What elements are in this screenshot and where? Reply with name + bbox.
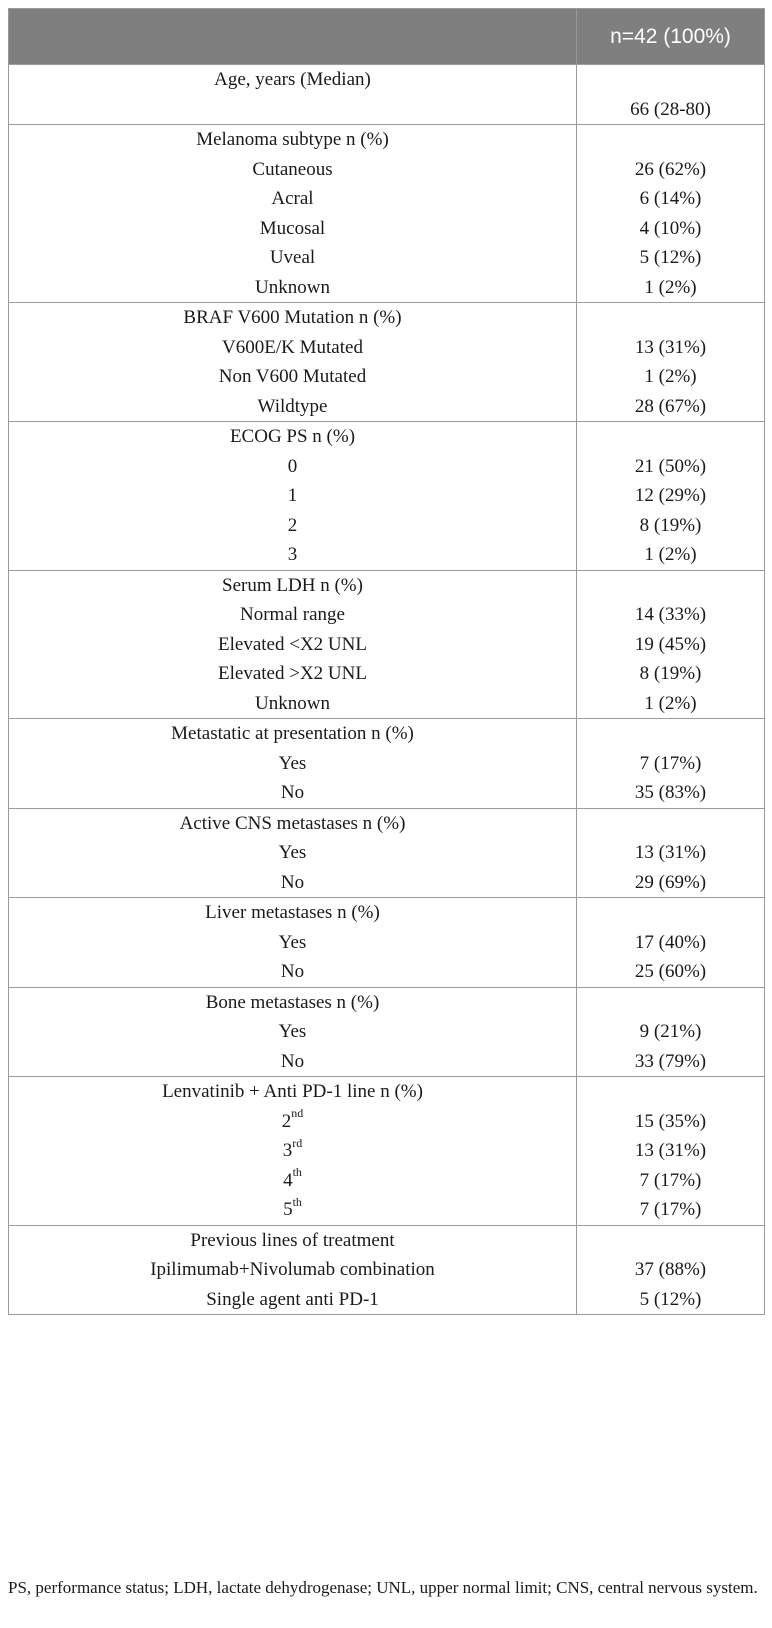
section-title: Lenvatinib + Anti PD-1 line n (%) (162, 1081, 423, 1102)
row-value: 1 (2%) (644, 276, 697, 298)
table-row (9, 65, 765, 125)
row-value: 21 (50%) (634, 455, 707, 477)
row-label-text: 3 (282, 1140, 293, 1161)
value-cell (577, 1077, 765, 1226)
row-label (9, 778, 576, 808)
value-cell (577, 65, 765, 125)
table-row (9, 898, 765, 988)
row-label-text: Normal range (240, 604, 345, 625)
table-row (9, 570, 765, 719)
row-label-text: No (280, 1050, 305, 1072)
value-cell (577, 719, 765, 809)
section-title: BRAF V600 Mutation n (%) (183, 307, 402, 328)
row-value: 5 (12%) (639, 1288, 702, 1310)
label-cell (9, 1077, 577, 1226)
value-spacer (577, 719, 764, 749)
row-value: 25 (60%) (634, 961, 707, 982)
row-label (9, 689, 576, 719)
label-cell (9, 987, 577, 1077)
section-title: Metastatic at presentation n (%) (171, 723, 414, 744)
section-title: Age, years (Median) (214, 69, 371, 90)
value-spacer (577, 422, 764, 452)
table-row (9, 987, 765, 1077)
row-label (9, 928, 576, 958)
row-label-text: V600E/K Mutated (222, 336, 363, 358)
row-label-text: Non V600 Mutated (218, 366, 367, 387)
row-value: 6 (14%) (639, 188, 702, 209)
row-value: 13 (31%) (634, 842, 707, 863)
value-cell (577, 125, 765, 303)
row-label-text: Single agent anti PD-1 (206, 1288, 379, 1310)
row-label-text: 2 (281, 1110, 292, 1132)
row-label (9, 333, 576, 363)
row-value: 1 (2%) (644, 544, 697, 565)
section-title: Previous lines of treatment (190, 1229, 395, 1251)
row-label (9, 957, 576, 987)
label-cell (9, 303, 577, 422)
row-value: 26 (62%) (634, 158, 707, 180)
row-label-text: Ipilimumab+Nivolumab combination (150, 1259, 435, 1280)
section-title: Melanoma subtype n (%) (196, 129, 389, 150)
row-value: 7 (17%) (639, 1199, 702, 1220)
row-value: 29 (69%) (634, 871, 707, 893)
row-value: 4 (10%) (639, 217, 702, 239)
row-label (9, 155, 576, 185)
row-label (9, 1136, 576, 1166)
row-label (9, 868, 576, 898)
header-col1 (9, 9, 577, 65)
row-label (9, 749, 576, 779)
header-col2: n=42 (100%) (577, 9, 765, 65)
row-label (9, 273, 576, 303)
row-label-text: Yes (278, 752, 307, 774)
ordinal-suffix: th (292, 1165, 302, 1180)
value-cell (577, 570, 765, 719)
label-cell (9, 570, 577, 719)
row-label-text: 3 (287, 544, 298, 565)
value-cell (577, 1225, 765, 1315)
row-label-text: No (280, 961, 305, 982)
table-row (9, 125, 765, 303)
row-label (9, 392, 576, 422)
row-label-text: 4 (283, 1169, 293, 1191)
row-value: 19 (45%) (634, 633, 707, 655)
row-label-text: Elevated >X2 UNL (218, 663, 367, 684)
row-value: 17 (40%) (634, 931, 707, 953)
ordinal-suffix: th (292, 1194, 302, 1209)
row-value: 28 (67%) (634, 395, 707, 417)
patient-characteristics-table (8, 8, 765, 1315)
row-label (9, 1047, 576, 1077)
row-value: 1 (2%) (644, 692, 697, 714)
table-row (9, 719, 765, 809)
value-cell (577, 898, 765, 988)
value-spacer (577, 1226, 764, 1256)
row-label (9, 630, 576, 660)
value-spacer (577, 988, 764, 1018)
row-label-text: Elevated <X2 UNL (218, 633, 367, 655)
table-header-row (9, 9, 765, 65)
table-row (9, 422, 765, 571)
row-label (9, 1195, 576, 1225)
row-label (9, 1166, 576, 1196)
row-label (9, 1285, 576, 1315)
row-label-text: 0 (287, 455, 298, 477)
row-value: 1 (2%) (644, 366, 697, 387)
row-label-text: No (280, 871, 305, 893)
table-body (9, 65, 765, 1315)
label-cell (9, 422, 577, 571)
label-spacer (9, 95, 576, 125)
section-title: Serum LDH n (%) (222, 574, 363, 596)
table-row (9, 1225, 765, 1315)
row-value: 9 (21%) (639, 1021, 702, 1042)
row-label-text: Wildtype (257, 395, 328, 417)
ordinal-suffix: nd (291, 1106, 304, 1121)
row-value: 8 (19%) (639, 514, 702, 536)
row-label (9, 1017, 576, 1047)
value-cell (577, 422, 765, 571)
value-spacer (577, 571, 764, 601)
row-label (9, 838, 576, 868)
section-title: Active CNS metastases n (%) (179, 812, 406, 834)
row-label-text: Yes (278, 1021, 307, 1042)
row-label (9, 481, 576, 511)
row-label-text: Yes (278, 842, 307, 863)
label-cell (9, 898, 577, 988)
table-footnote: PS, performance status; LDH, lactate dehydrogenase; UNL, upper normal limit; CNS, central nervous system. (8, 1578, 758, 1597)
row-label-text: Yes (278, 931, 307, 953)
row-label-text: 2 (287, 514, 298, 536)
value-cell (577, 303, 765, 422)
row-label (9, 540, 576, 570)
value-spacer (577, 65, 764, 95)
row-label-text: No (280, 782, 305, 803)
row-value: 12 (29%) (634, 485, 707, 506)
row-label-text: 5 (283, 1199, 293, 1220)
row-label-text: Unknown (255, 276, 330, 298)
label-cell (9, 719, 577, 809)
row-label (9, 600, 576, 630)
value-spacer (577, 303, 764, 333)
value-cell (577, 808, 765, 898)
row-value: 37 (88%) (634, 1259, 707, 1280)
section-value: 66 (28-80) (630, 98, 711, 120)
table-row (9, 303, 765, 422)
row-label-text: Unknown (255, 692, 330, 714)
row-value: 8 (19%) (639, 663, 702, 684)
row-label (9, 659, 576, 689)
table-row (9, 1077, 765, 1226)
section-title: Bone metastases n (%) (205, 991, 380, 1013)
table-row (9, 808, 765, 898)
row-label-text: Acral (271, 188, 314, 209)
value-spacer (577, 898, 764, 928)
row-value: 15 (35%) (634, 1110, 707, 1132)
row-label (9, 452, 576, 482)
value-cell (577, 987, 765, 1077)
section-title: Liver metastases n (%) (205, 902, 380, 923)
row-label-text: 1 (287, 485, 298, 506)
label-cell (9, 1225, 577, 1315)
row-label-text: Mucosal (259, 217, 326, 239)
row-value: 33 (79%) (634, 1050, 707, 1072)
row-label-text: Uveal (269, 247, 316, 268)
value-spacer (577, 809, 764, 839)
row-value: 14 (33%) (634, 604, 707, 625)
row-label (9, 1107, 576, 1137)
row-label (9, 184, 576, 214)
row-label (9, 243, 576, 273)
ordinal-suffix: rd (292, 1135, 303, 1150)
row-value: 35 (83%) (634, 782, 707, 803)
label-cell (9, 808, 577, 898)
row-label (9, 511, 576, 541)
row-label (9, 1255, 576, 1285)
row-value: 13 (31%) (634, 1140, 707, 1161)
row-value: 13 (31%) (634, 336, 707, 358)
row-value: 7 (17%) (639, 1169, 702, 1191)
value-spacer (577, 1077, 764, 1107)
label-cell (9, 125, 577, 303)
row-value: 5 (12%) (639, 247, 702, 268)
row-label-text: Cutaneous (252, 158, 333, 180)
row-label (9, 362, 576, 392)
row-value: 7 (17%) (639, 752, 702, 774)
section-title: ECOG PS n (%) (229, 426, 356, 447)
row-label (9, 214, 576, 244)
label-cell (9, 65, 577, 125)
value-spacer (577, 125, 764, 155)
